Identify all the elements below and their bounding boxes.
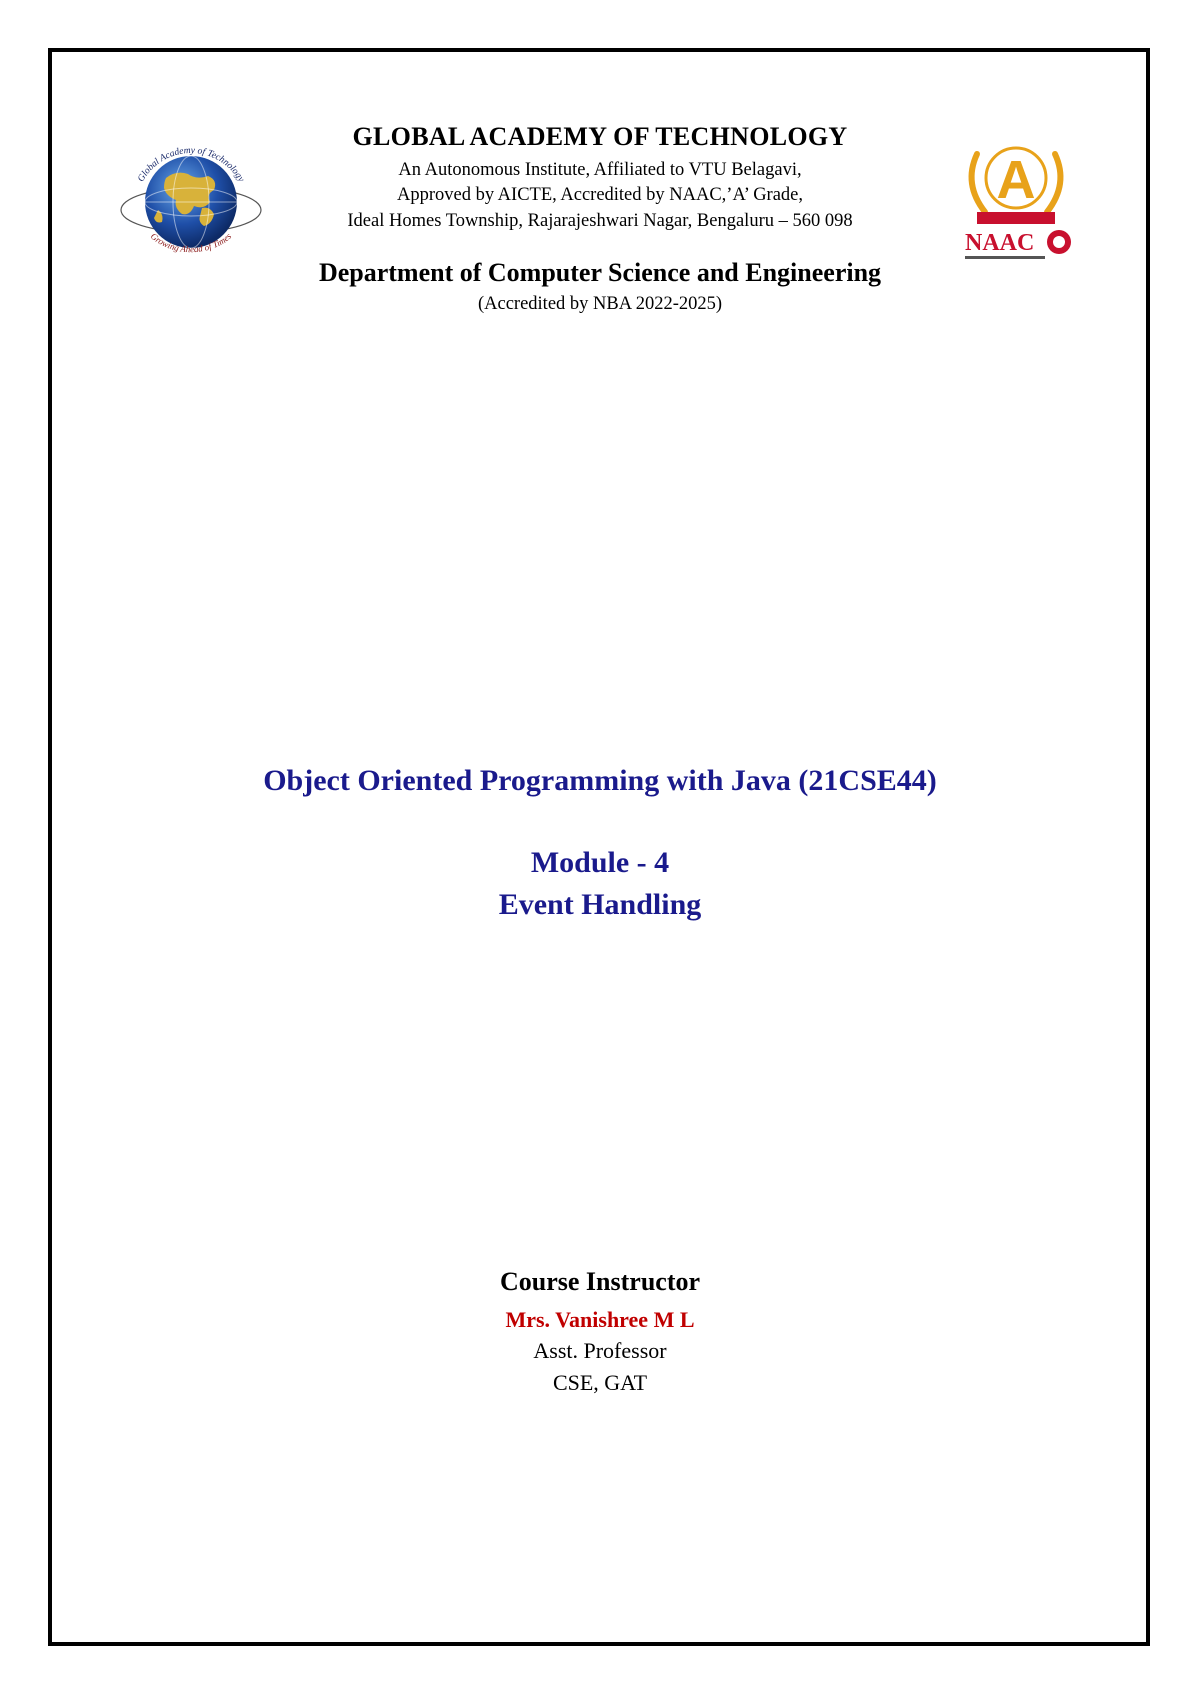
institution-address: Ideal Homes Township, Rajarajeshwari Nagar, Bengaluru – 560 098	[347, 211, 853, 231]
logo-ring-text-bottom: Growing Ahead of Times	[148, 230, 234, 255]
instructor-department: CSE, GAT	[552, 1370, 648, 1395]
institution-approval: Approved by AICTE, Accredited by NAAC,’A’ Grade,	[396, 185, 804, 205]
naac-label: NAAC	[965, 230, 1035, 256]
instructor-designation: Asst. Professor	[533, 1338, 667, 1363]
course-title: Object Oriented Programming with Java (21CSE44)	[263, 764, 937, 797]
department-name: Department of Computer Science and Engineering	[318, 258, 882, 287]
instructor-heading: Course Instructor	[499, 1267, 701, 1296]
logo-ring-text-top: Global Academy of Technology	[136, 145, 246, 184]
naac-grade-letter: A	[996, 150, 1036, 210]
institution-name: GLOBAL ACADEMY OF TECHNOLOGY	[352, 122, 848, 151]
institution-affiliation: An Autonomous Institute, Affiliated to VTU Belagavi,	[398, 160, 802, 180]
module-topic: Event Handling	[498, 888, 702, 921]
module-label: Module - 4	[530, 846, 670, 879]
department-accreditation: (Accredited by NBA 2022-2025)	[477, 294, 723, 314]
instructor-name: Mrs. Vanishree M L	[505, 1307, 695, 1332]
